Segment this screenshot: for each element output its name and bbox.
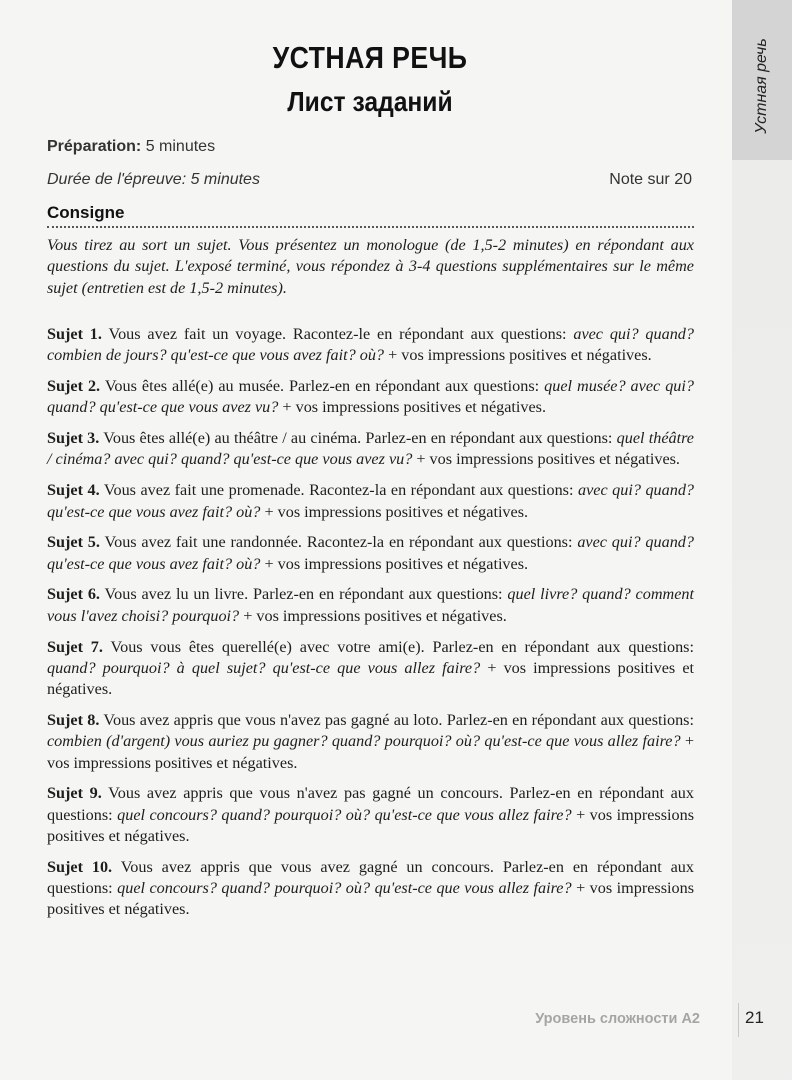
topic-outro: + vos impressions positives et négatives.	[416, 450, 680, 469]
topic-intro: Vous êtes allé(e) au théâtre / au cinéma. Parlez-en en répondant aux questions:	[103, 429, 613, 448]
topic-intro: Vous avez appris que vous n'avez pas gagné un concours. Parlez-en en répondant aux questions:	[47, 784, 694, 824]
page-number: 21	[745, 1008, 764, 1027]
difficulty-level: Уровень сложности А2	[535, 1011, 700, 1027]
topic-questions: avec qui? quand? combien de jours? qu'est-ce que vous avez fait? où?	[47, 325, 694, 365]
topic-questions: quel concours? quand? pourquoi? où? qu'est-ce que vous allez faire?	[117, 879, 572, 898]
topic-outro: + vos impressions positives et négatives.	[47, 732, 695, 772]
topic-outro: + vos impressions positives et négatives.	[243, 606, 507, 625]
topic-outro: + vos impressions positives et négatives.	[282, 398, 547, 417]
topic-item	[47, 637, 694, 701]
topic-outro: + vos impressions positives et négatives.	[264, 502, 529, 521]
topic-questions: quel concours? quand? pourquoi? où? qu'est-ce que vous allez faire?	[117, 805, 572, 824]
side-tab-label: Устная речь	[753, 38, 770, 134]
topic-item	[47, 376, 694, 419]
topic-intro: Vous avez appris que vous n'avez pas gagné au loto. Parlez-en en répondant aux questions:	[103, 710, 694, 729]
topic-label: Sujet 4.	[47, 481, 100, 500]
topic-label: Sujet 2.	[47, 377, 101, 396]
topic-questions: avec qui? quand? qu'est-ce que vous avez fait? où?	[47, 533, 694, 573]
topic-item	[47, 480, 694, 523]
topic-questions: quand? pourquoi? à quel sujet? qu'est-ce que vous allez faire?	[47, 658, 481, 677]
topic-item	[47, 857, 694, 921]
topic-intro: Vous avez fait une randonnée. Racontez-la en répondant aux questions:	[104, 533, 573, 552]
side-tab	[732, 0, 792, 160]
topic-item	[47, 428, 694, 471]
topic-intro: Vous avez fait un voyage. Racontez-le en répondant aux questions:	[108, 325, 567, 343]
topic-outro: + vos impressions positives et négatives.	[47, 805, 694, 845]
preparation-value: 5 minutes	[145, 138, 216, 155]
topic-label: Sujet 10.	[47, 857, 113, 876]
page-title: УСТНАЯ РЕЧЬ	[272, 40, 468, 75]
topic-item	[47, 783, 694, 847]
topic-outro: + vos impressions positives et négatives.	[388, 346, 652, 365]
page-subtitle: Лист заданий	[287, 86, 453, 117]
topic-label: Sujet 3.	[47, 429, 100, 448]
topic-intro: Vous avez lu un livre. Parlez-en en répondant aux questions:	[104, 585, 503, 604]
topic-outro: + vos impressions positives et négatives.	[264, 554, 529, 573]
topic-intro: Vous avez fait une promenade. Racontez-la en répondant aux questions:	[103, 481, 574, 500]
topic-label: Sujet 1.	[47, 325, 102, 343]
dotted-divider	[47, 226, 694, 228]
topic-item	[47, 532, 694, 575]
grading-note: Note sur 20	[609, 171, 692, 188]
preparation	[47, 138, 215, 156]
topic-intro: Vous avez appris que vous avez gagné un concours. Parlez-en en répondant aux questions:	[47, 857, 694, 898]
topic-intro: Vous êtes allé(e) au musée. Parlez-en en répondant aux questions:	[104, 377, 540, 396]
topic-label: Sujet 9.	[47, 784, 102, 803]
preparation-label: Préparation:	[47, 138, 142, 155]
topic-label: Sujet 5.	[47, 533, 100, 552]
topic-questions: quel théâtre / cinéma? avec qui? quand? qu'est-ce que vous avez vu?	[47, 429, 694, 469]
topic-questions: quel musée? avec qui? quand? qu'est-ce que vous avez vu?	[47, 377, 694, 417]
topic-questions: combien (d'argent) vous auriez pu gagner? quand? pourquoi? où? qu'est-ce que vous allez faire?	[47, 732, 681, 751]
topic-outro: + vos impressions positives et négatives.	[47, 879, 694, 919]
topic-questions: avec qui? quand? qu'est-ce que vous avez fait? où?	[47, 481, 695, 521]
topic-label: Sujet 7.	[47, 637, 103, 656]
topic-outro: + vos impressions positives et négatives.	[47, 658, 695, 699]
topic-questions: quel livre? quand? comment vous l'avez choisi? pourquoi?	[47, 585, 694, 625]
side-band	[732, 160, 792, 1080]
topic-label: Sujet 6.	[47, 585, 100, 604]
exam-duration: Durée de l'épreuve: 5 minutes	[47, 171, 260, 188]
topic-item	[47, 584, 694, 627]
consigne-heading: Consigne	[47, 203, 125, 222]
consigne-text: Vous tirez au sort un sujet. Vous présentez un monologue (de 1,5-2 minutes) en répondant aux questions du sujet. L'exposé terminé, vous répondez à 3-4 questions supplémentaires sur le même sujet (entretien est de 1,5-2 minutes).	[47, 236, 694, 297]
topic-label: Sujet 8.	[47, 710, 100, 729]
topic-item	[47, 710, 694, 774]
footer-divider	[738, 1003, 739, 1037]
topic-item	[47, 324, 694, 367]
topic-list	[47, 324, 694, 930]
topic-intro: Vous vous êtes querellé(e) avec votre ami(e). Parlez-en en répondant aux questions:	[110, 637, 694, 656]
